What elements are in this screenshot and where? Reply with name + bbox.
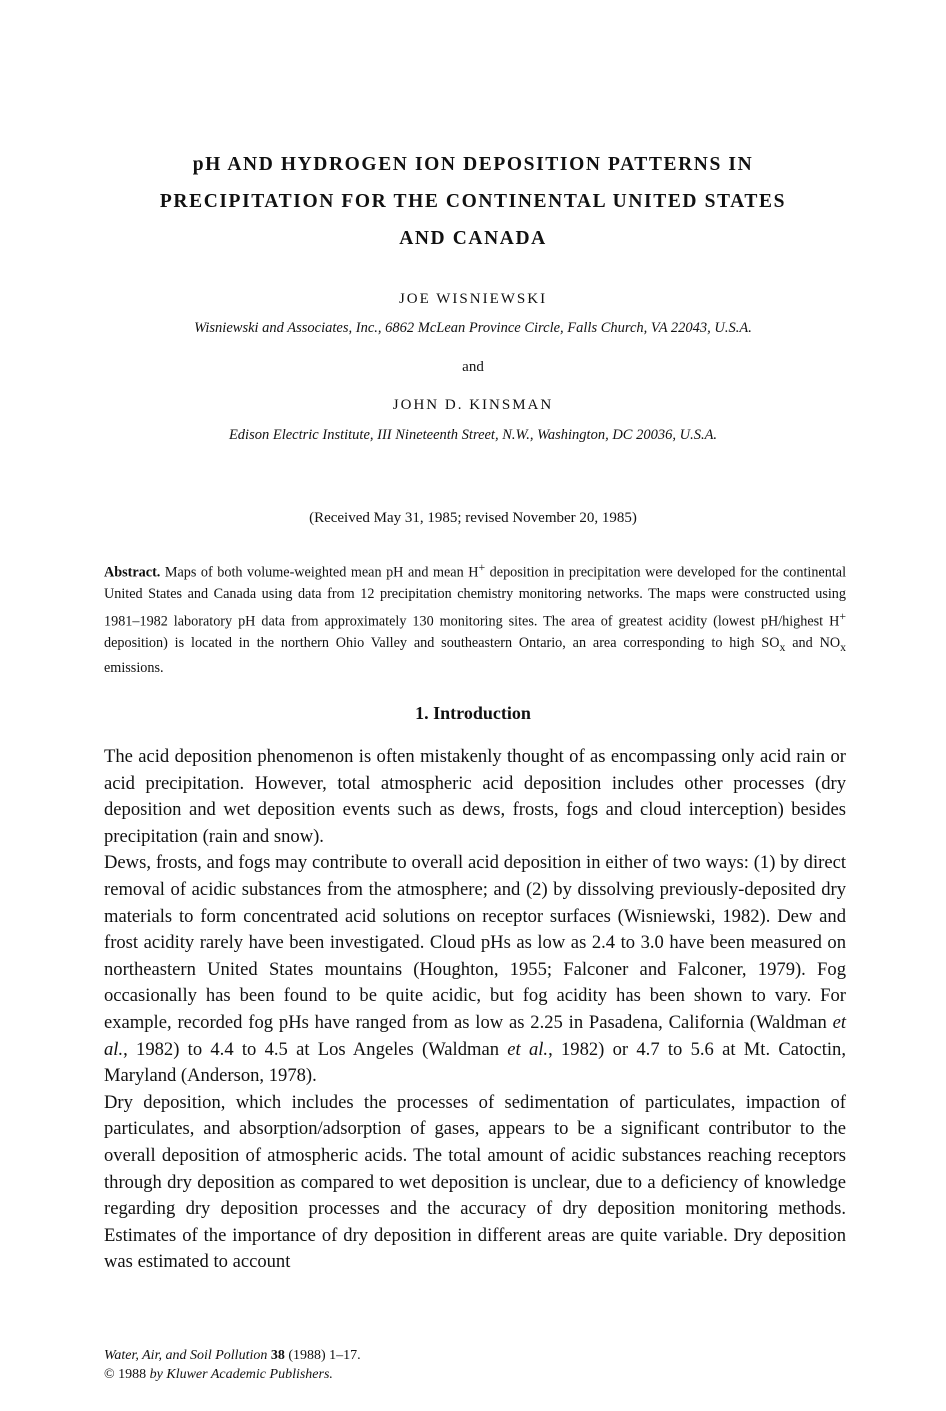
citation-et-al: et al. [507,1038,549,1060]
paragraph-1: The acid deposition phenomenon is often mistakenly thought of as encompassing only acid rain or acid precipitation. However, total atmospheric acid deposition includes other processes (dry deposition and wet deposition events such as dews, frosts, fogs and cloud interception) besides precipitation (rain and snow). [104,746,846,847]
superscript-plus: + [839,608,846,623]
footer [104,1346,361,1384]
abstract [104,557,846,679]
paragraph-3: Dry deposition, which includes the processes of sedimentation of particulates, impaction of particulates, and absorption/adsorption of gases, appears to be a significant contributor to the overall deposition of atmospheric acids. The total amount of acidic substances reaching receptors through dry deposition as compared to wet deposition is unclear, due to a deficiency of knowledge regarding dry deposition processes and the accuracy of dry deposition monitoring methods. Estimates of the importance of dry deposition in different areas are quite variable. Dry deposition was estimated to account [104,1091,846,1273]
paragraph-text: , 1982) or 4.7 to 5.6 at Mt. Catoctin, Maryland (Anderson, 1978). [104,1038,846,1087]
subscript-x: x [840,639,847,654]
journal-citation [104,1346,361,1365]
author-affiliation-2: Edison Electric Institute, III Nineteenth Street, N.W., Washington, DC 20036, U.S.A. [228,427,718,443]
paragraph-2 [104,850,846,1089]
author-name-2: JOHN D. KINSMAN [392,397,554,413]
publisher: by Kluwer Academic Publishers. [149,1367,333,1382]
citation-et-al: et al. [104,1011,846,1060]
section-heading [0,703,946,724]
abstract-label: Abstract. [104,564,161,581]
title-line-2: PRECIPITATION FOR THE CONTINENTAL UNITED STATES [159,191,787,212]
journal-volume: 38 [270,1348,285,1363]
author-affiliation-1: Wisniewski and Associates, Inc., 6862 McLean Province Circle, Falls Church, VA 22043, U.S.A. [194,320,752,336]
paragraph-text: Dews, frosts, and fogs may contribute to overall acid deposition in either of two ways: (1) by direct removal of acidic substances from the atmosphere; and (2) by dissolving previously-deposited dry materials to form concentrated acid solutions on receptor surfaces (Wisniewski, 1982). Dew and frost acidity rarely have been investigated. Cloud pHs as low as 2.4 to 3.0 have been measured on northeastern United States mountains (Houghton, 1955; Falconer and Falconer, 1979). Fog occasionally has been found to be quite acidic, but fog acidity has been shown to vary. For example, recorded fog pHs have ranged from as low as 2.25 in Pasadena, California (Waldman [104,852,846,1033]
journal-name: Water, Air, and Soil Pollution [104,1348,268,1363]
abstract-text: emissions. [104,659,164,676]
received-dates: (Received May 31, 1985; revised November 20, 1985) [309,510,637,526]
section-number: 1. [415,703,429,723]
copyright-symbol: © 1988 [104,1367,150,1382]
superscript-plus: + [478,560,486,574]
abstract-text: deposition) is located in the northern Ohio Valley and southeastern Ontario, an area corresponding to high SO [104,634,780,651]
title-line-1: pH AND HYDROGEN ION DEPOSITION PATTERNS IN [192,154,754,175]
abstract-text: deposition in precipitation were developed for the continental United States and Canada using data from 12 precipitation chemistry monitoring networks. The maps were constructed using 1981–1982 laboratory pH data from approximately 130 monitoring sites. The area of greatest acidity (lowest pH/highest H [104,564,847,630]
journal-year-pages: (1988) 1–17. [284,1348,361,1363]
copyright-line [104,1365,361,1384]
abstract-text: and NO [785,634,841,651]
author-separator: and [462,359,484,375]
subscript-x: x [779,639,786,654]
title-line-3: AND CANADA [399,228,547,249]
paper-title [80,146,866,257]
abstract-text: Maps of both volume-weighted mean pH and mean H [160,564,479,581]
author-name-1: JOE WISNIEWSKI [398,291,548,307]
paragraph-text: , 1982) to 4.4 to 4.5 at Los Angeles (Waldman [123,1038,508,1060]
section-title: Introduction [433,703,531,723]
body-text [104,744,846,1276]
